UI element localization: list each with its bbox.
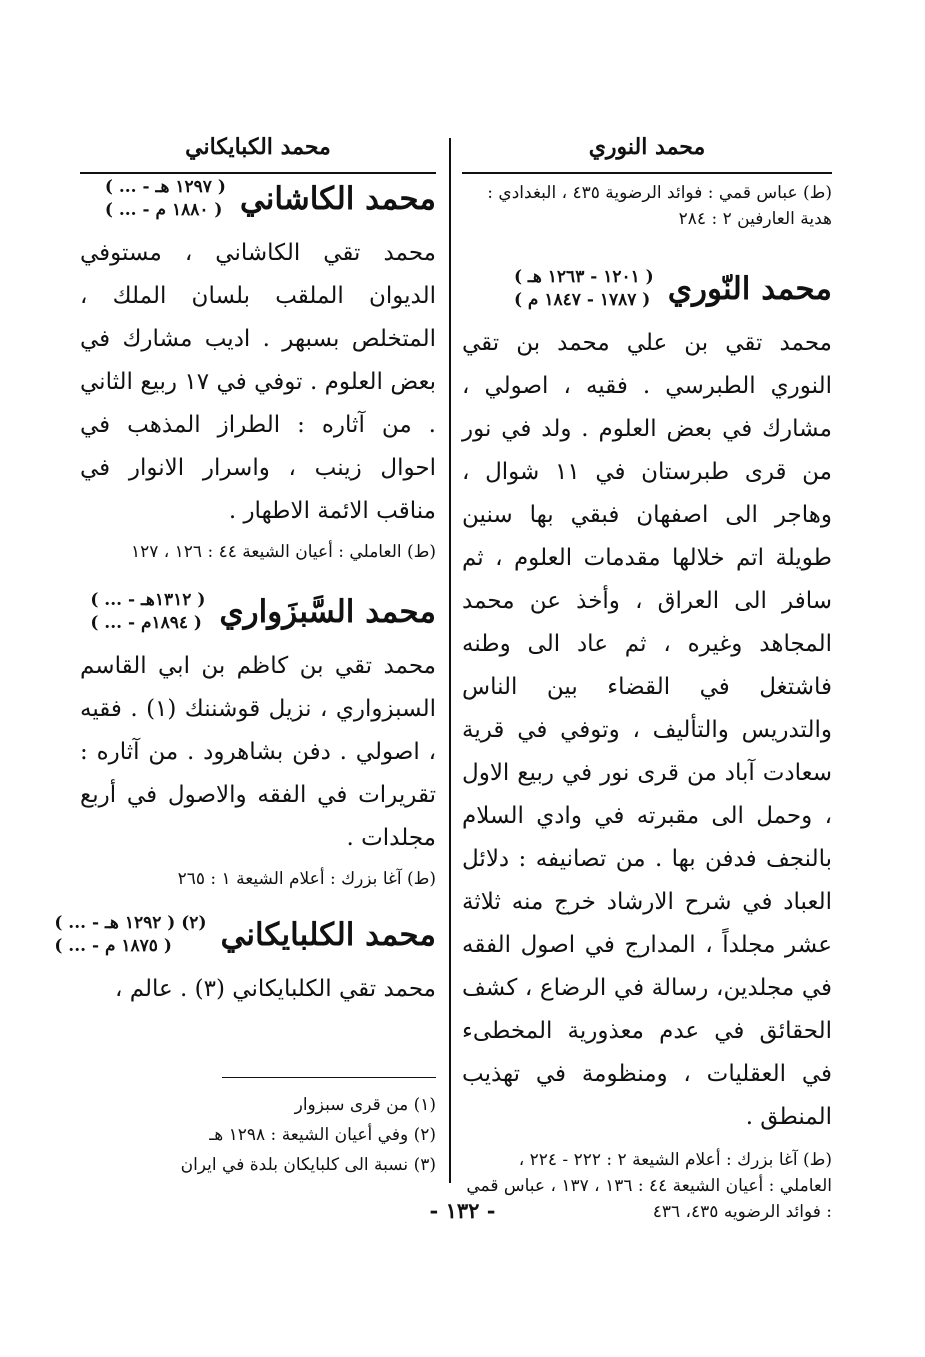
- entry-name: محمد الكاشاني: [239, 181, 436, 217]
- dates-gregorian: ( ... - ١٨٩٤م ): [90, 613, 202, 633]
- left-column-title: محمد الكبايكاني: [185, 134, 331, 160]
- entry-body: محمد تقي الكلبايكاني (٣) . عالم ،: [114, 976, 436, 1002]
- dates-gregorian: ( ... - ١٨٧٥ م ): [54, 936, 172, 956]
- dates-gregorian: ( ... - ١٨٨٠ م ): [104, 200, 223, 220]
- entry-dates: [105, 176, 226, 222]
- entry-source: (ط) آغا بزرك : أعلام الشيعة ٢ : ٢٢٢ - ٢٢٤ ، العاملي : أعيان الشيعة ٤٤ : ١٣٦ ، ١٣٧ ، عباس قمي : فوائد الرضويه ٤٣٥، ٤٣٦: [466, 1150, 832, 1222]
- entry-header-nouri: [462, 266, 832, 312]
- entry-name: محمد الكلبايكاني: [220, 917, 436, 953]
- footnotes: [80, 1090, 436, 1180]
- dates-hijri: ( ... - ١٣١٢هـ ): [90, 590, 206, 610]
- dates-hijri: ( ... - ١٢٩٢ هـ ) (٢): [54, 913, 207, 933]
- footnote-item: (٢) وفي أعيان الشيعة : ١٢٩٨ هـ: [209, 1125, 436, 1145]
- entry-name: محمد النّوري: [667, 271, 832, 307]
- footnote-rule: [222, 1077, 436, 1078]
- entry-body: محمد تقي بن علي محمد بن تقي النوري الطبرسي . فقيه ، اصولي ، مشارك في بعض العلوم . ولد في نور من قرى طبرستان في ١١ شوال ، وهاجر الى اصفهان فبقي بها سنين طويلة اتم خلالها مقدمات العلوم ، ثم سافر الى العراق ، وأخذ عن محمد المجاهد وغيره ، ثم عاد الى وطنه فاشتغل في القضاء بين الناس والتدريس والتأليف ، وتوفي في قرية سعادت آباد من قرى نور في ربيع الاول ، وحمل الى مقبرته في وادي السلام بالنجف فدفن بها . من تصانيفه : دلائل العباد في شرح الارشاد خرج منه ثلاثة عشر مجلداً ، المدارج في اصول الفقه في مجلدين، رسالة في الرضاع ، كشف الحقائق في عدم معذورية المخطىء في العقليات ، ومنظومة في تهذيب المنطق .: [462, 330, 832, 1130]
- right-intro-source: (ط) عباس قمي : فوائد الرضوية ٤٣٥ ، البغدادي : هدية العارفين ٢ : ٢٨٤: [487, 183, 832, 229]
- entry-source: (ط) آغا بزرك : أعلام الشيعة ١ : ٢٦٥: [177, 869, 436, 889]
- page-number: - ١٣٢ -: [429, 1198, 496, 1223]
- column-divider: [449, 138, 451, 1183]
- entry-body: محمد تقي الكاشاني ، مستوفي الديوان الملقب بلسان الملك ، المتخلص بسبهر . اديب مشارك في بعض العلوم . توفي في ١٧ ربيع الثاني . من آثاره : الطراز المذهب في احوال زينب ، واسرار الانوار في مناقب الائمة الاطهار .: [80, 240, 436, 524]
- entry-dates: [514, 266, 654, 312]
- entry-header-kalbayakani: [54, 912, 436, 958]
- footnote-item: (١) من قرى سبزوار: [294, 1095, 436, 1115]
- entry-source: (ط) العاملي : أعيان الشيعة ٤٤ : ١٢٦ ، ١٢٧: [130, 542, 436, 562]
- right-column: [462, 130, 832, 1225]
- entry-body: محمد تقي بن كاظم بن ابي القاسم السبزواري ، نزيل قوشننك (١) . فقيه ، اصولي . دفن بشاهرود . من آثاره : تقريرات في الفقه والاصول في أربع مجلدات .: [80, 653, 436, 851]
- dates-hijri: ( ١٢٠١ - ١٢٦٣ هـ ): [513, 267, 654, 287]
- right-column-title: محمد النوري: [588, 134, 706, 160]
- entry-dates: [54, 912, 206, 958]
- entry-name: محمد السَّبزَواري: [219, 594, 436, 630]
- dates-gregorian: ( ١٧٨٧ - ١٨٤٧ م ): [513, 290, 651, 310]
- entry-header-kashani: [80, 176, 436, 222]
- entry-dates: [90, 589, 205, 635]
- entry-header-sabzawari: [80, 589, 436, 635]
- left-column: [54, 130, 436, 1011]
- footnote-item: (٣) نسبة الى كلبايكان بلدة في ايران: [180, 1155, 436, 1175]
- dates-hijri: ( ... - ١٢٩٧ هـ ): [104, 177, 226, 197]
